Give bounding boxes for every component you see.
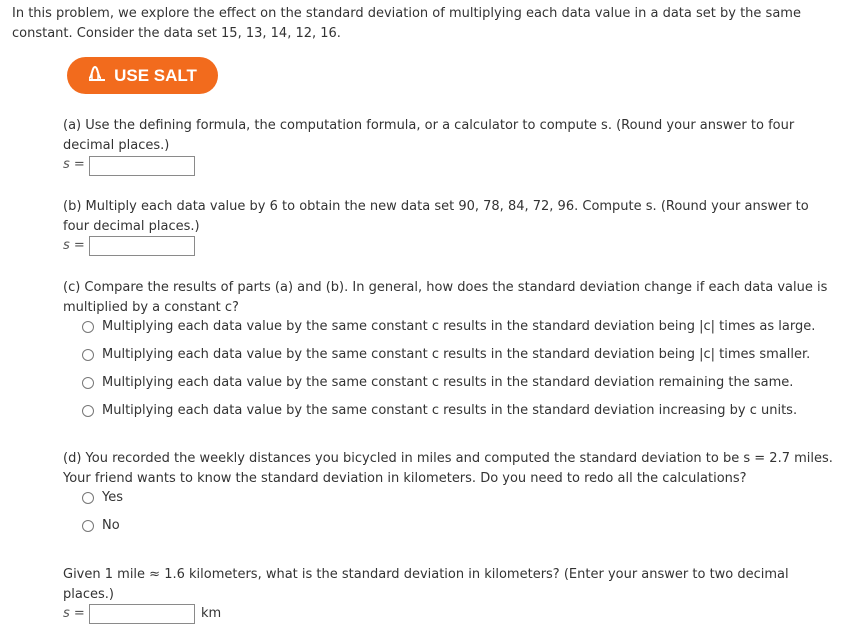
part-c-option-3-label: Multiplying each data value by the same constant c results in the standard deviation remaining the same. [102,375,794,390]
part-d-answer-input[interactable] [89,604,195,624]
radio-button[interactable] [82,321,94,333]
part-d-option-no-label: No [102,518,120,533]
radio-button[interactable] [82,492,94,504]
part-c-option-3[interactable] [82,373,793,393]
part-a-answer-label: s = [63,157,85,172]
part-d-followup-line-2: places.) [63,587,114,602]
part-d-followup-line-1: Given 1 mile ≈ 1.6 kilometers, what is the standard deviation in kilometers? (Enter your answer to two decimal [63,567,789,582]
radio-button[interactable] [82,377,94,389]
part-d-question-line-2: Your friend wants to know the standard deviation in kilometers. Do you need to redo all the calculations? [63,471,747,486]
part-d-unit-label: km [201,606,222,621]
radio-button[interactable] [82,520,94,532]
part-d-option-yes-label: Yes [102,490,123,505]
part-c-question-line-2: multiplied by a constant c? [63,300,239,315]
part-d-option-no[interactable] [82,516,120,536]
part-b-answer-input[interactable] [89,236,195,256]
part-c-option-4-label: Multiplying each data value by the same constant c results in the standard deviation increasing by c units. [102,403,798,418]
part-c-option-2[interactable] [82,345,810,365]
part-a-answer-input[interactable] [89,156,195,176]
use-salt-button[interactable] [67,57,218,94]
part-b-question-line-1: (b) Multiply each data value by 6 to obtain the new data set 90, 78, 84, 72, 96. Compute s. (Round your answer to [63,199,809,214]
part-c-option-1[interactable] [82,317,815,337]
part-c-question-line-1: (c) Compare the results of parts (a) and (b). In general, how does the standard deviation change if each data value is [63,280,828,295]
part-c-option-4[interactable] [82,401,797,421]
radio-button[interactable] [82,405,94,417]
salt-icon [88,65,114,86]
part-d-option-yes[interactable] [82,488,123,508]
problem-intro-line-2: constant. Consider the data set 15, 13, 14, 12, 16. [12,26,341,41]
part-d-question-line-1: (d) You recorded the weekly distances you bicycled in miles and computed the standard deviation to be s = 2.7 miles. [63,451,833,466]
use-salt-label: USE SALT [114,65,197,85]
part-c-option-1-label: Multiplying each data value by the same constant c results in the standard deviation being |c| times as large. [102,319,816,334]
part-a-question-line-1: (a) Use the defining formula, the computation formula, or a calculator to compute s. (Round your answer to four [63,118,795,133]
radio-button[interactable] [82,349,94,361]
part-d-answer-label: s = [63,606,85,621]
part-b-question-line-2: four decimal places.) [63,219,200,234]
part-a-question-line-2: decimal places.) [63,138,170,153]
part-b-answer-label: s = [63,238,85,253]
part-c-option-2-label: Multiplying each data value by the same constant c results in the standard deviation being |c| times smaller. [102,347,811,362]
problem-intro-line-1: In this problem, we explore the effect on the standard deviation of multiplying each data value in a data set by the same [12,6,801,21]
